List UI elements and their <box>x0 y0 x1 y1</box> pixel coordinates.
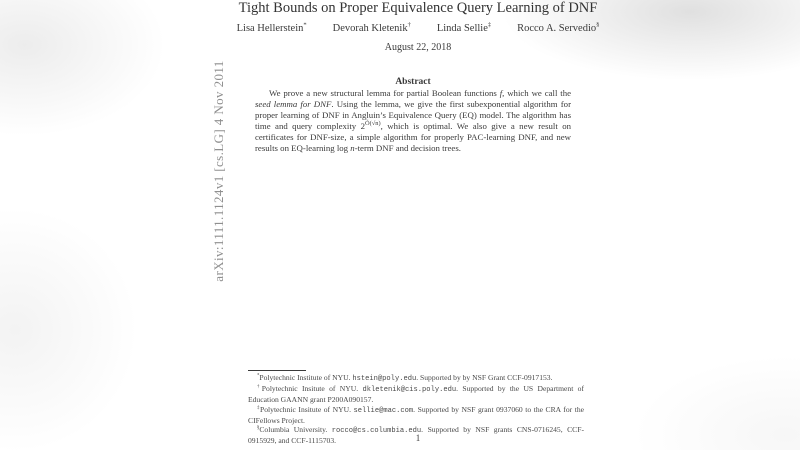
page-number: 1 <box>415 433 421 443</box>
abstract-segment: -term DNF and decision trees. <box>354 142 461 153</box>
complexity-exponent: Õ(√n) <box>365 119 381 127</box>
author-3-footnote-mark: ‡ <box>487 21 492 29</box>
author-2-name: Devorah Kletenik <box>332 23 408 34</box>
footnote-1-affiliation: Polytechnic Institute of NYU. <box>259 373 353 382</box>
footnote-3-mark: ‡ <box>257 405 261 411</box>
footnote-4-email: rocco@cs.columbia.edu <box>331 427 422 436</box>
math-var-f: f <box>499 88 503 98</box>
footnote-2-affiliation: Polytechnic Insitute of NYU. <box>261 384 363 394</box>
seed-lemma-phrase: seed lemma for DNF <box>255 98 332 109</box>
footnote-4-mark: § <box>257 425 260 431</box>
abstract-heading: Abstract <box>395 77 431 87</box>
footnote-1-support: . Supported by by NSF Grant CCF-0917153. <box>416 373 553 382</box>
footnote-rule <box>248 370 306 371</box>
author-2 <box>333 23 411 34</box>
footnote-3-affiliation: Polytechnic Insitute of NYU. <box>260 404 354 414</box>
abstract-segment: We prove a new structural lemma for partial Boolean functions <box>269 88 500 98</box>
footnote-1-mark: * <box>257 373 260 379</box>
abstract-segment: , which we call the <box>502 88 571 98</box>
abstract-text <box>255 88 571 153</box>
author-3-name: Linda Sellie <box>436 23 488 34</box>
footnote-3-email: sellie@mac.com <box>353 406 414 415</box>
author-3 <box>437 23 491 34</box>
footnote-2-mark: † <box>257 384 262 390</box>
footnote-3 <box>248 405 584 425</box>
arxiv-watermark: arXiv:1111.1124v1 [cs.LG] 4 Nov 2011 <box>211 60 226 282</box>
author-1-footnote-mark: * <box>303 21 307 29</box>
author-2-footnote-mark: † <box>407 21 411 29</box>
footnote-2-support: . Supported by the US Department of Education GAANN grant P200A090157. <box>248 384 584 405</box>
footnote-4-affiliation: Columbia University. <box>259 425 332 435</box>
author-4-footnote-mark: § <box>596 21 600 29</box>
paper-date: August 22, 2018 <box>384 42 452 53</box>
footnote-3-support: . Supported by NSF grant 0937060 to the CRA for the CIFellows Project. <box>248 404 584 425</box>
abstract-segment: . Using the lemma, we give the first subexponential algorithm for proper learning of DNF in Angluin’s Equivalence Query (EQ) model. The algorithm has time and query complexity 2 <box>255 98 571 131</box>
abstract-segment: , which is optimal. We also give a new result on certificates for DNF-size, a simple algorithm for properly PAC-learning DNF, and new results on EQ-learning log <box>255 120 572 153</box>
author-4 <box>517 23 599 34</box>
footnote-1 <box>248 373 584 384</box>
footnote-4-support: . Supported by NSF grants CNS-0716245, CCF-0915929, and CCF-1115703. <box>248 425 584 446</box>
author-list <box>118 23 718 34</box>
author-1-name: Lisa Hellerstein <box>236 23 304 34</box>
math-var-n: n <box>350 142 355 153</box>
footnote-2-email: dkletenik@cis.poly.edu <box>362 386 457 395</box>
footnote-2 <box>248 384 584 404</box>
footnote-1-email: hstein@poly.edu <box>352 375 417 383</box>
paper-title: Tight Bounds on Proper Equivalence Query Learning of DNF <box>238 0 598 16</box>
author-1 <box>237 23 307 34</box>
author-4-name: Rocco A. Servedio <box>517 23 597 34</box>
